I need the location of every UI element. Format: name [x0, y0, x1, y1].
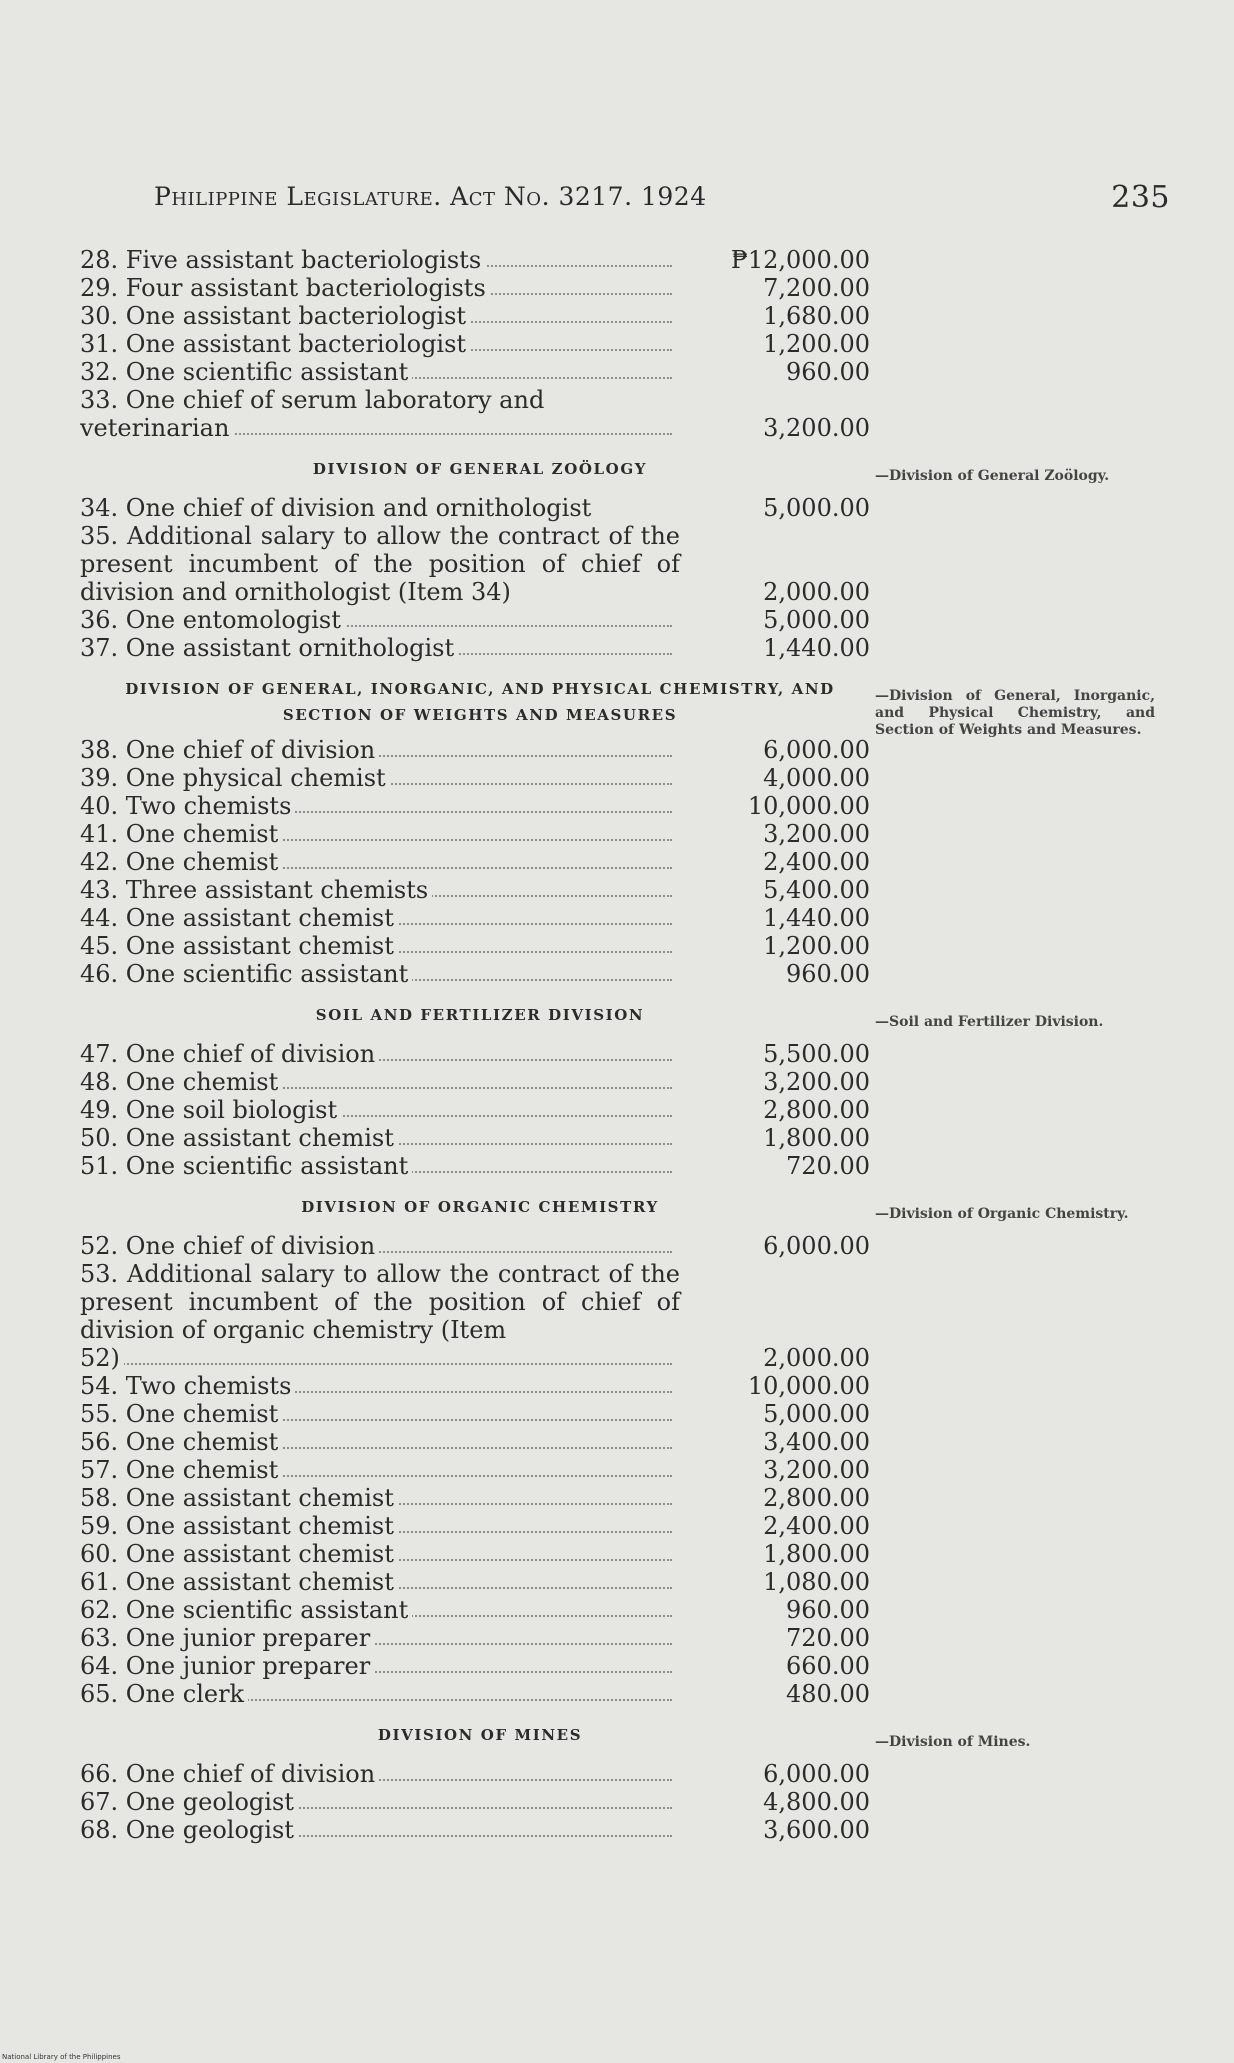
list-item: 61. One assistant chemist 1,080.00 — [80, 1568, 870, 1596]
appropriation-list — [80, 246, 1155, 1844]
chemistry-section — [80, 676, 1155, 988]
list-item: 52. One chief of division 6,000.00 — [80, 1232, 870, 1260]
list-item: 29. Four assistant bacteriologists 7,200.00 — [80, 274, 870, 302]
list-item: 66. One chief of division 6,000.00 — [80, 1760, 870, 1788]
list-item: 68. One geologist 3,600.00 — [80, 1816, 870, 1844]
list-item: 47. One chief of division 5,500.00 — [80, 1040, 870, 1068]
list-item: 54. Two chemists 10,000.00 — [80, 1372, 870, 1400]
bacteriology-items — [80, 246, 1080, 442]
section-heading: DIVISION OF ORGANIC CHEMISTRY — [301, 1198, 659, 1216]
list-item: 55. One chemist 5,000.00 — [80, 1400, 870, 1428]
margin-note: —Division of Mines. — [875, 1734, 1031, 1750]
mines-section — [80, 1722, 1080, 1844]
list-item: 33. One chief of serum laboratory and — [80, 386, 1080, 414]
list-item: 62. One scientific assistant 960.00 — [80, 1596, 870, 1624]
margin-note: —Division of General, Inorganic, and Physical Chemistry, and Section of Weights and Measures. — [875, 688, 1155, 738]
list-item: 65. One clerk 480.00 — [80, 1680, 870, 1708]
zoology-section — [80, 456, 1110, 662]
list-item: 56. One chemist 3,400.00 — [80, 1428, 870, 1456]
organic-section — [80, 1194, 1129, 1708]
list-item: 46. One scientific assistant 960.00 — [80, 960, 870, 988]
list-item: 58. One assistant chemist 2,800.00 — [80, 1484, 870, 1512]
list-item: 45. One assistant chemist 1,200.00 — [80, 932, 870, 960]
section-heading: DIVISION OF GENERAL ZOÖLOGY — [312, 460, 648, 478]
list-item: 32. One scientific assistant 960.00 — [80, 358, 870, 386]
list-item: 42. One chemist 2,400.00 — [80, 848, 870, 876]
list-item: 50. One assistant chemist 1,800.00 — [80, 1124, 870, 1152]
list-item: 35. Additional salary to allow the contract of the present incumbent of the position of chief of division and ornithologist (Item 34) 2,000.00 — [80, 522, 870, 606]
margin-note: —Soil and Fertilizer Division. — [875, 1014, 1104, 1030]
list-item: 57. One chemist 3,200.00 — [80, 1456, 870, 1484]
soil-section — [80, 1002, 1104, 1180]
list-item: 28. Five assistant bacteriologists ₱12,000.00 — [80, 246, 870, 274]
list-item: 40. Two chemists 10,000.00 — [80, 792, 870, 820]
list-item: 63. One junior preparer 720.00 — [80, 1624, 870, 1652]
list-item: 34. One chief of division and ornithologist 5,000.00 — [80, 494, 870, 522]
list-item: 41. One chemist 3,200.00 — [80, 820, 870, 848]
list-item: 39. One physical chemist 4,000.00 — [80, 764, 870, 792]
list-item: 53. Additional salary to allow the contract of the present incumbent of the position of chief of division of organic chemistry (Item 52) 2,000.00 — [80, 1260, 870, 1372]
page-number: 235 — [1111, 180, 1170, 215]
list-item: 51. One scientific assistant 720.00 — [80, 1152, 870, 1180]
list-item: 36. One entomologist 5,000.00 — [80, 606, 870, 634]
list-item: 49. One soil biologist 2,800.00 — [80, 1096, 870, 1124]
list-item: 30. One assistant bacteriologist 1,680.00 — [80, 302, 870, 330]
list-item: 43. Three assistant chemists 5,400.00 — [80, 876, 870, 904]
list-item: 44. One assistant chemist 1,440.00 — [80, 904, 870, 932]
list-item: 38. One chief of division 6,000.00 — [80, 736, 870, 764]
list-item: 48. One chemist 3,200.00 — [80, 1068, 870, 1096]
section-heading: DIVISION OF MINES — [377, 1726, 583, 1744]
margin-note: —Division of Organic Chemistry. — [875, 1206, 1129, 1222]
list-item: 59. One assistant chemist 2,400.00 — [80, 1512, 870, 1540]
list-item: 64. One junior preparer 660.00 — [80, 1652, 870, 1680]
section-heading: DIVISION OF GENERAL, INORGANIC, AND PHYSICAL CHEMISTRY, AND SECTION OF WEIGHTS AND MEASURES — [125, 680, 835, 724]
margin-note: —Division of General Zoölogy. — [875, 468, 1110, 484]
scan-credit: National Library of the Philippines — [2, 2053, 121, 2061]
list-item: 37. One assistant ornithologist 1,440.00 — [80, 634, 870, 662]
list-item: veterinarian 3,200.00 — [80, 414, 870, 442]
running-title: Philippine Legislature. Act No. 3217. 1924 — [154, 182, 707, 211]
page-header — [150, 182, 1170, 222]
list-item: 67. One geologist 4,800.00 — [80, 1788, 870, 1816]
section-heading: SOIL AND FERTILIZER DIVISION — [315, 1006, 645, 1024]
list-item: 31. One assistant bacteriologist 1,200.00 — [80, 330, 870, 358]
list-item: 60. One assistant chemist 1,800.00 — [80, 1540, 870, 1568]
